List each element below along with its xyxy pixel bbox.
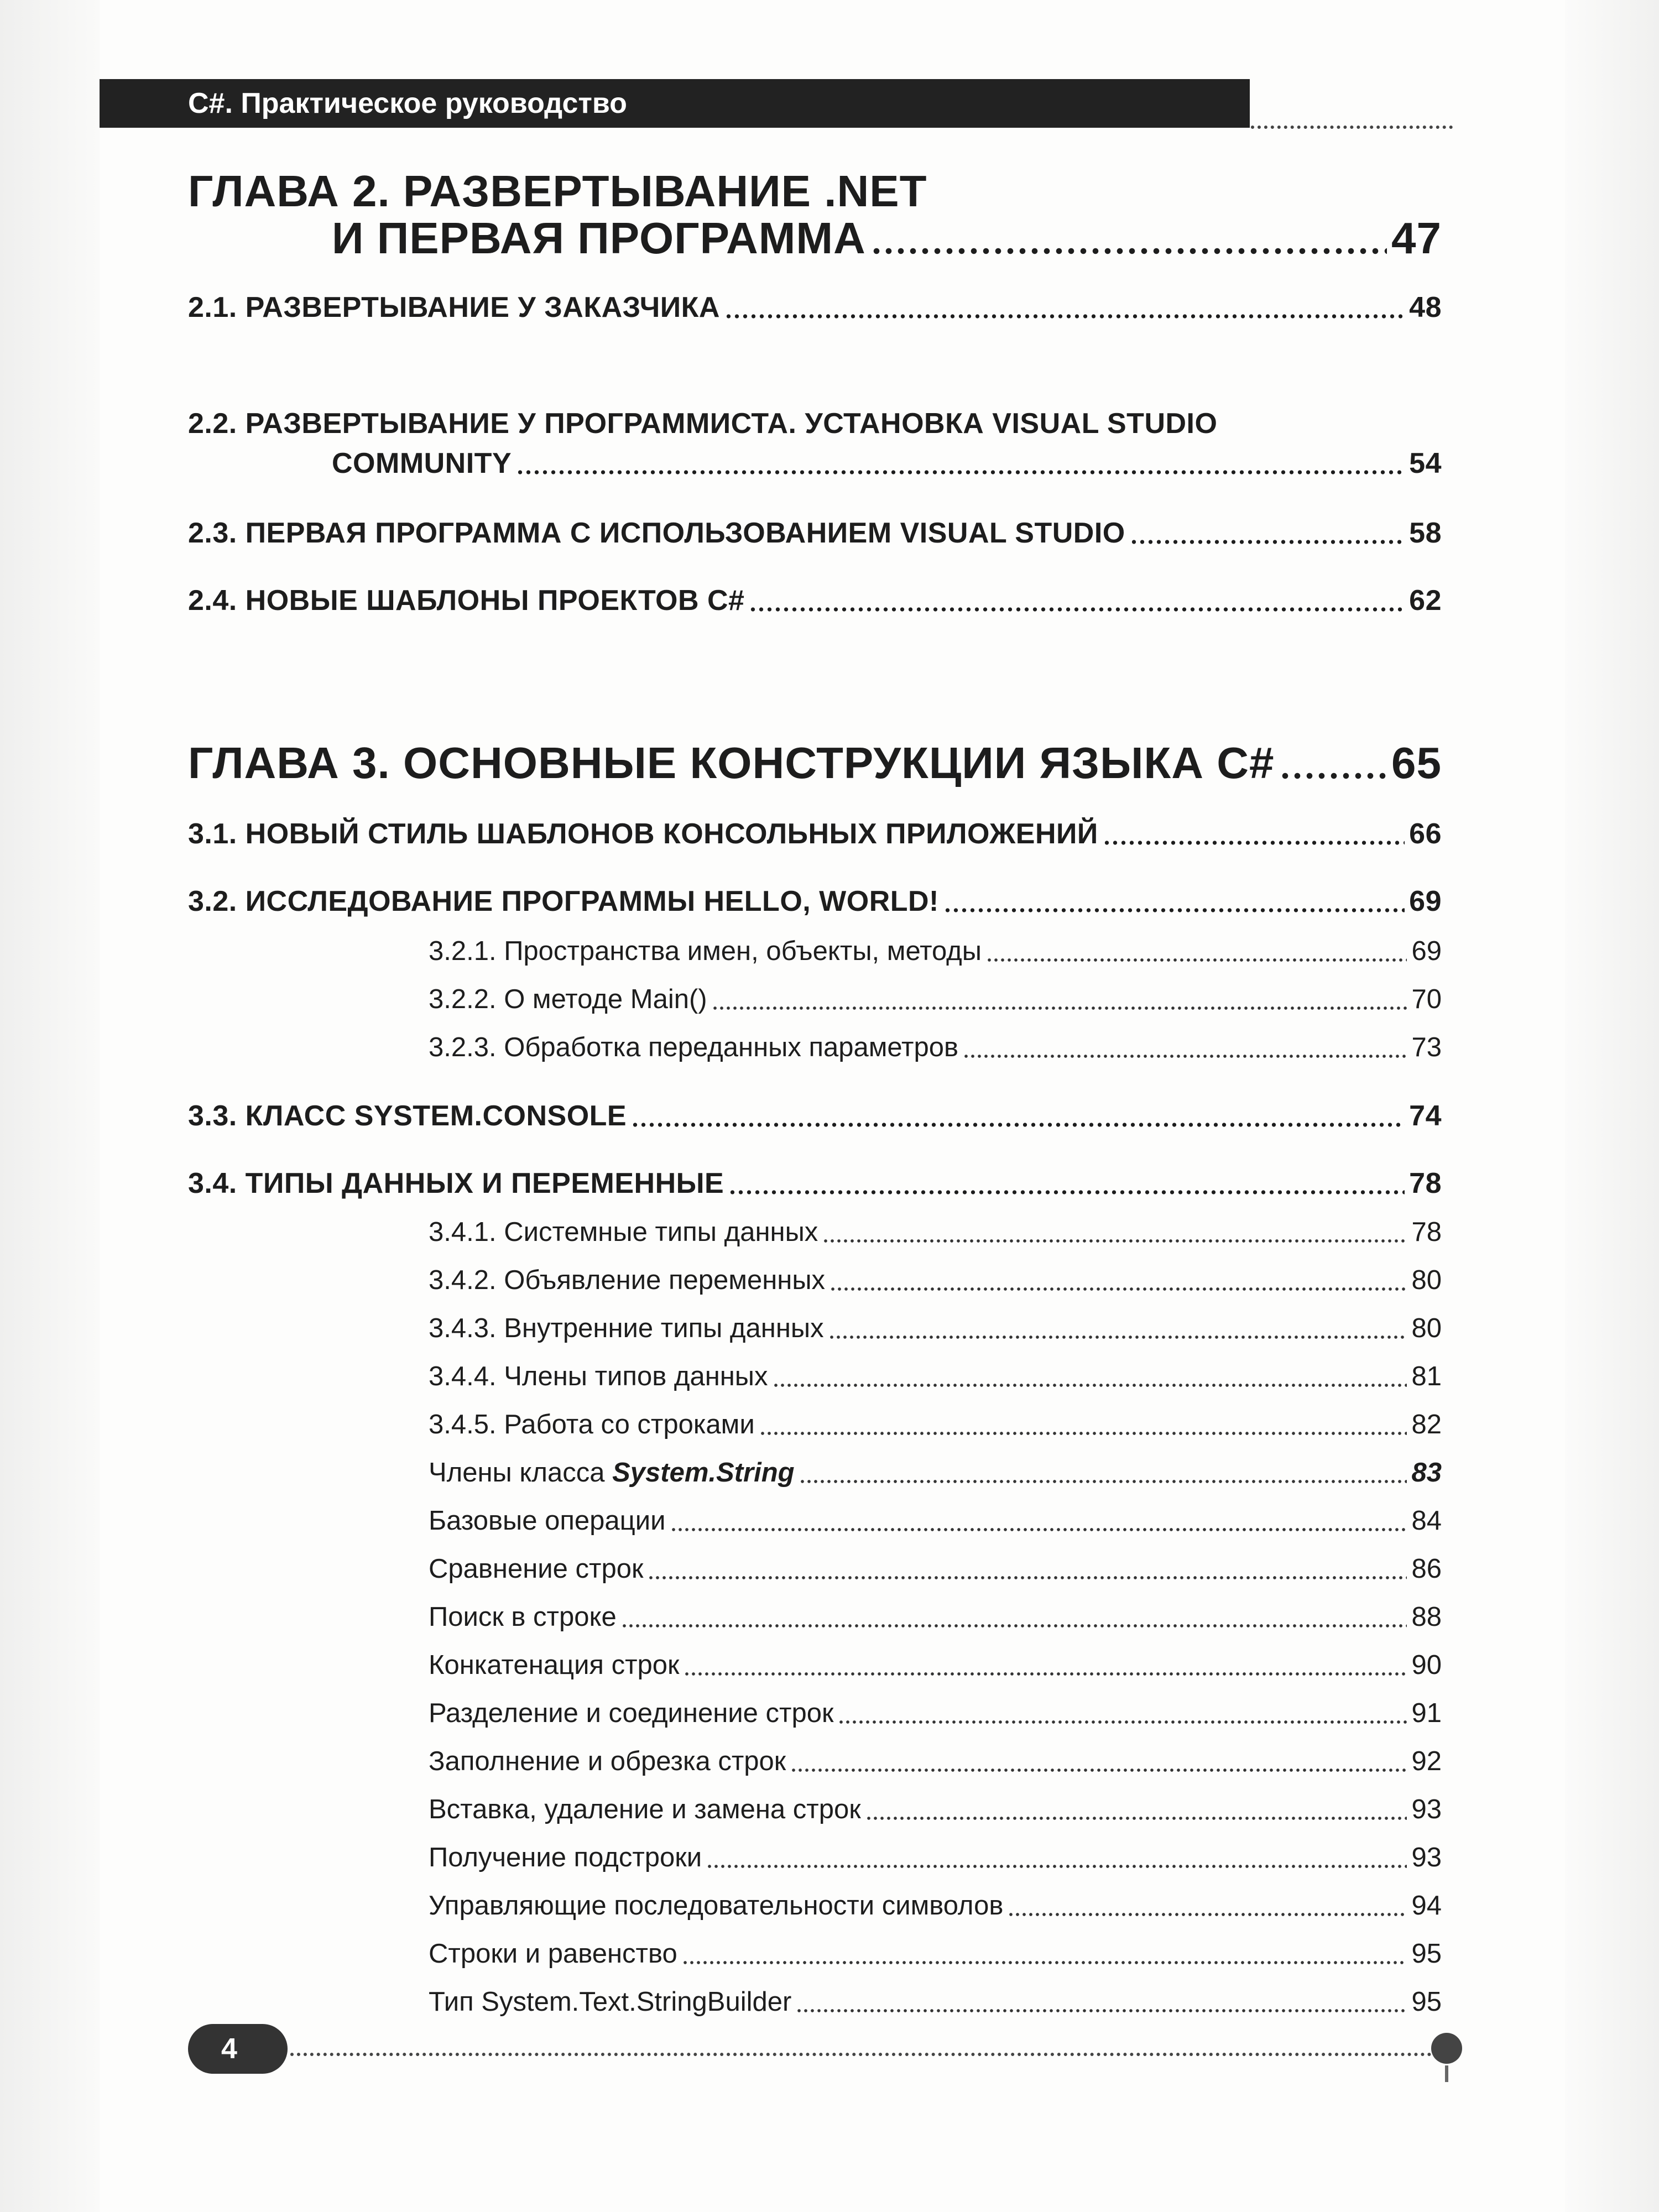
toc-entry-label: Тип System.Text.StringBuilder <box>429 1987 792 2017</box>
toc-entry-3-4 <box>188 1167 1442 1200</box>
toc-entry-label: 3.4.2. Объявление переменных <box>429 1265 826 1295</box>
toc-entry-label: Сравнение строк <box>429 1554 644 1584</box>
toc-entry-2-4 <box>188 584 1442 617</box>
toc-entry-label: Конкатенация строк <box>429 1650 680 1680</box>
leader-dots <box>870 246 1387 256</box>
toc-entry-string-members <box>429 1457 1442 1488</box>
toc-entry-string-topic <box>429 1650 1442 1681</box>
toc-entry-label: Заполнение и обрезка строк <box>429 1746 786 1776</box>
toc-entry-3-2-3 <box>429 1032 1442 1063</box>
leader-dots <box>724 314 1405 319</box>
toc-entry-string-topic <box>429 1794 1442 1825</box>
toc-entry-page: 95 <box>1411 1987 1442 2017</box>
leader-dots <box>759 1431 1407 1436</box>
leader-dots <box>828 1335 1407 1339</box>
toc-entry-string-topic <box>429 1553 1442 1584</box>
toc-entry-page: 93 <box>1411 1843 1442 1872</box>
toc-entry-2-2-line1 <box>188 407 1217 440</box>
toc-entry-page: 92 <box>1411 1746 1442 1776</box>
toc-entry-string-topic <box>429 1505 1442 1536</box>
leader-dots <box>963 1054 1407 1058</box>
toc-entry-3-4-5 <box>429 1409 1442 1440</box>
leader-dots <box>670 1527 1407 1532</box>
toc-entry-3-2-1 <box>429 936 1442 967</box>
toc-entry-page: 74 <box>1409 1100 1442 1132</box>
toc-entry-string-topic <box>429 1890 1442 1921</box>
toc-entry-label: Получение подстроки <box>429 1843 702 1872</box>
footer-ornament-stem <box>1445 2065 1448 2082</box>
toc-entry-3-3 <box>188 1099 1442 1133</box>
toc-entry-label: 3.2.3. Обработка переданных параметров <box>429 1032 959 1062</box>
toc-entry-label: 2.2. РАЗВЕРТЫВАНИЕ У ПРОГРАММИСТА. УСТАНОВКА VISUAL STUDIO <box>188 408 1218 440</box>
toc-entry-page: 73 <box>1411 1032 1442 1062</box>
leader-dots <box>706 1864 1407 1869</box>
chapter-2-title-line2: И ПЕРВАЯ ПРОГРАММА <box>332 213 866 263</box>
toc-entry-label: Поиск в строке <box>429 1602 617 1632</box>
page-edge-shadow-left <box>0 0 100 2212</box>
toc-entry-label: Строки и равенство <box>429 1939 677 1969</box>
leader-dots <box>648 1575 1407 1580</box>
toc-entry-string-topic <box>429 1842 1442 1873</box>
toc-entry-page: 81 <box>1411 1361 1442 1391</box>
toc-entry-label <box>429 1457 795 1488</box>
toc-entry-label: Базовые операции <box>429 1506 666 1536</box>
running-header-title: C#. Практическое руководство <box>188 87 627 119</box>
leader-dots <box>986 958 1407 962</box>
toc-entry-string-topic <box>429 1938 1442 1969</box>
chapter-2-entry <box>332 213 1442 264</box>
toc-entry-page: 78 <box>1409 1167 1442 1199</box>
leader-dots <box>749 607 1405 612</box>
toc-entry-label-cont: COMMUNITY <box>332 447 512 479</box>
leader-dots <box>830 1287 1407 1291</box>
toc-entry-label: 3.4.5. Работа со строками <box>429 1410 755 1439</box>
toc-entry-string-topic <box>429 1698 1442 1729</box>
toc-entry-string-topic <box>429 1986 1442 2017</box>
toc-entry-page: 54 <box>1409 447 1442 479</box>
toc-entry-label: 3.4.4. Члены типов данных <box>429 1361 768 1391</box>
leader-dots <box>1130 539 1405 545</box>
toc-entry-label: 3.4.3. Внутренние типы данных <box>429 1313 824 1343</box>
toc-entry-2-1 <box>188 291 1442 324</box>
chapter-2-title-line1: ГЛАВА 2. РАЗВЕРТЫВАНИЕ .NET <box>188 166 927 216</box>
page-number: 4 <box>221 2033 237 2065</box>
toc-entry-label-class: System.String <box>612 1458 795 1488</box>
toc-entry-page: 95 <box>1411 1939 1442 1969</box>
toc-entry-page: 69 <box>1409 885 1442 917</box>
leader-dots <box>712 1006 1407 1010</box>
toc-entry-string-topic <box>429 1746 1442 1777</box>
toc-entry-page: 90 <box>1411 1650 1442 1680</box>
leader-dots <box>728 1190 1405 1195</box>
toc-entry-label: 3.3. КЛАСС SYSTEM.CONSOLE <box>188 1100 627 1132</box>
toc-entry-3-4-1 <box>429 1217 1442 1248</box>
toc-entry-3-4-4 <box>429 1361 1442 1392</box>
leader-dots <box>1008 1912 1407 1917</box>
toc-entry-3-4-2 <box>429 1265 1442 1296</box>
toc-entry-label: 2.3. ПЕРВАЯ ПРОГРАММА С ИСПОЛЬЗОВАНИЕМ VISUAL STUDIO <box>188 517 1125 549</box>
leader-dots <box>822 1239 1407 1243</box>
toc-entry-2-3 <box>188 517 1442 550</box>
toc-entry-page: 62 <box>1409 585 1442 617</box>
toc-entry-2-2 <box>332 447 1442 480</box>
toc-entry-label: 2.4. НОВЫЕ ШАБЛОНЫ ПРОЕКТОВ C# <box>188 585 745 617</box>
chapter-3-page: 65 <box>1391 738 1442 787</box>
toc-entry-page: 94 <box>1411 1891 1442 1921</box>
leader-dots <box>838 1720 1407 1724</box>
header-dotted-rule <box>1251 126 1453 129</box>
toc-entry-page: 93 <box>1411 1794 1442 1824</box>
toc-entry-page: 84 <box>1411 1506 1442 1536</box>
toc-entry-label: Разделение и соединение строк <box>429 1698 834 1728</box>
chapter-2-page: 47 <box>1391 213 1442 263</box>
toc-entry-page: 83 <box>1411 1458 1442 1488</box>
toc-entry-page: 78 <box>1411 1217 1442 1247</box>
leader-dots <box>865 1816 1407 1820</box>
chapter-3-title: ГЛАВА 3. ОСНОВНЫЕ КОНСТРУКЦИИ ЯЗЫКА C# <box>188 738 1275 787</box>
page-edge-shadow-right <box>1565 0 1659 2212</box>
footer-bullet-ornament <box>1431 2033 1462 2064</box>
footer-dotted-rule <box>290 2053 1452 2056</box>
leader-dots <box>516 469 1405 475</box>
running-header <box>100 79 1250 128</box>
toc-entry-3-4-3 <box>429 1313 1442 1344</box>
toc-entry-3-1 <box>188 817 1442 851</box>
leader-dots <box>684 1672 1407 1676</box>
toc-entry-label-prefix: Члены класса <box>429 1458 613 1488</box>
toc-entry-label: Вставка, удаление и замена строк <box>429 1794 861 1824</box>
toc-entry-page: 86 <box>1411 1554 1442 1584</box>
toc-entry-label: 2.1. РАЗВЕРТЫВАНИЕ У ЗАКАЗЧИКА <box>188 291 720 324</box>
leader-dots <box>621 1624 1407 1628</box>
toc-entry-page: 82 <box>1411 1410 1442 1439</box>
toc-entry-label: 3.4.1. Системные типы данных <box>429 1217 818 1247</box>
toc-entry-label: 3.2.2. О методе Main() <box>429 984 707 1014</box>
toc-entry-label: Управляющие последовательности символов <box>429 1891 1004 1921</box>
toc-entry-label: 3.4. ТИПЫ ДАННЫХ И ПЕРЕМЕННЫЕ <box>188 1167 724 1199</box>
leader-dots <box>1279 771 1387 781</box>
toc-entry-label: 3.1. НОВЫЙ СТИЛЬ ШАБЛОНОВ КОНСОЛЬНЫХ ПРИЛОЖЕНИЙ <box>188 818 1098 850</box>
toc-entry-page: 66 <box>1409 818 1442 850</box>
leader-dots <box>943 907 1405 913</box>
toc-entry-3-2 <box>188 885 1442 918</box>
toc-entry-page: 91 <box>1411 1698 1442 1728</box>
toc-entry-page: 70 <box>1411 984 1442 1014</box>
leader-dots <box>796 2008 1407 2013</box>
leader-dots <box>1103 840 1405 846</box>
toc-entry-label: 3.2.1. Пространства имен, объекты, методы <box>429 936 982 966</box>
page-number-badge <box>188 2024 288 2074</box>
toc-entry-page: 88 <box>1411 1602 1442 1632</box>
leader-dots <box>682 1960 1407 1965</box>
toc-entry-label: 3.2. ИССЛЕДОВАНИЕ ПРОГРАММЫ HELLO, WORLD! <box>188 885 939 917</box>
toc-entry-page: 69 <box>1411 936 1442 966</box>
leader-dots <box>799 1479 1407 1484</box>
toc-entry-page: 58 <box>1409 517 1442 549</box>
leader-dots <box>631 1122 1405 1128</box>
toc-entry-3-2-2 <box>429 984 1442 1015</box>
chapter-3-entry <box>188 738 1442 789</box>
toc-entry-page: 80 <box>1411 1265 1442 1295</box>
toc-entry-page: 80 <box>1411 1313 1442 1343</box>
toc-entry-page: 48 <box>1409 291 1442 324</box>
leader-dots <box>790 1768 1407 1772</box>
toc-entry-string-topic <box>429 1601 1442 1632</box>
leader-dots <box>773 1383 1407 1387</box>
